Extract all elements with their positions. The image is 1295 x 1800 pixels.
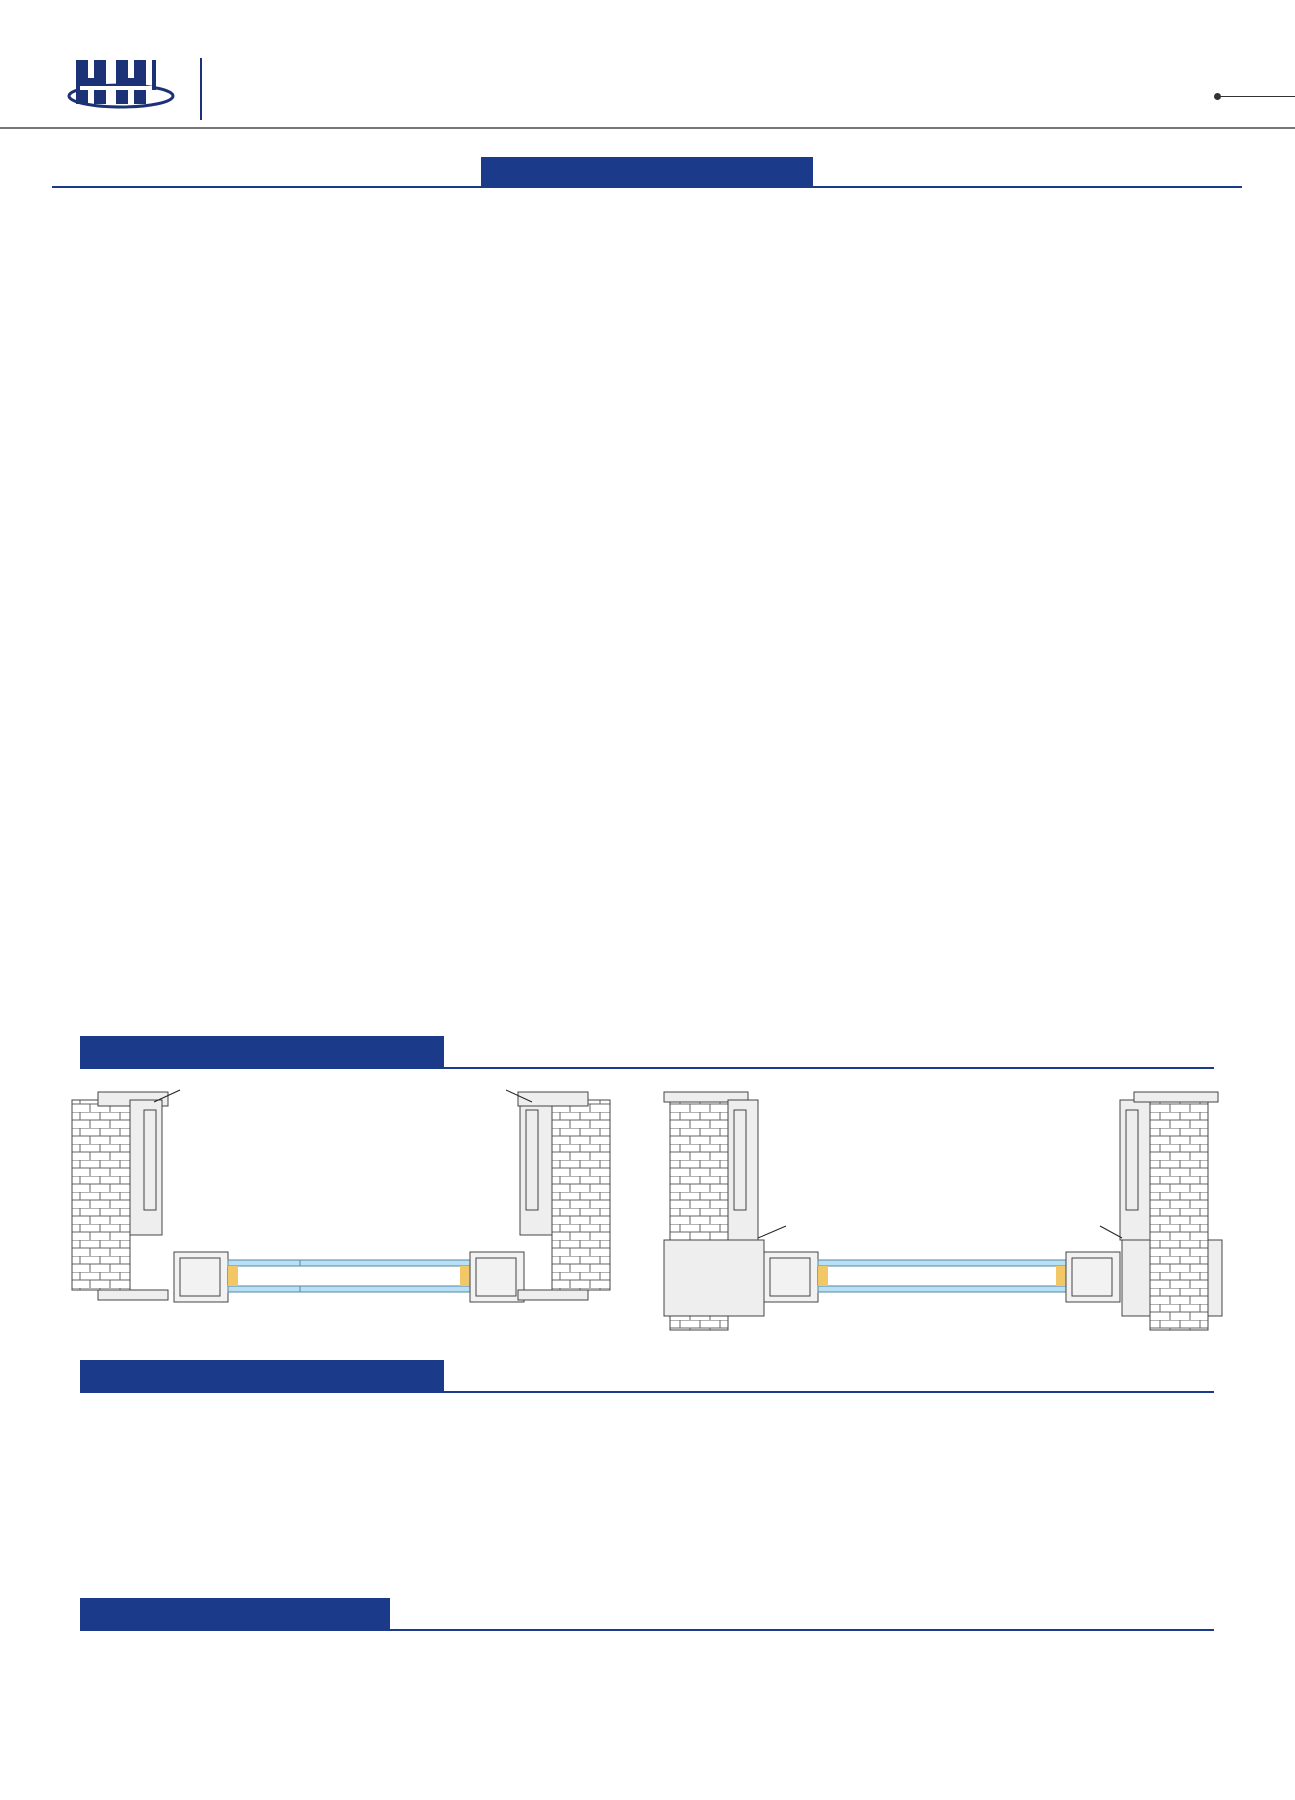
title-rule (1218, 96, 1295, 97)
colors-rule (80, 1629, 1214, 1631)
section-title (481, 157, 813, 187)
brand-logo-icon (66, 52, 176, 120)
formula-rule (80, 1391, 1214, 1393)
section-rule (52, 186, 1242, 188)
brand-divider (200, 58, 202, 120)
colors-title (80, 1598, 390, 1629)
assembly-rule (80, 1067, 1214, 1069)
header-rule (0, 127, 1295, 129)
formula-title (80, 1360, 444, 1391)
assembly-drawing (70, 1080, 1230, 1340)
assembly-title (80, 1036, 444, 1067)
